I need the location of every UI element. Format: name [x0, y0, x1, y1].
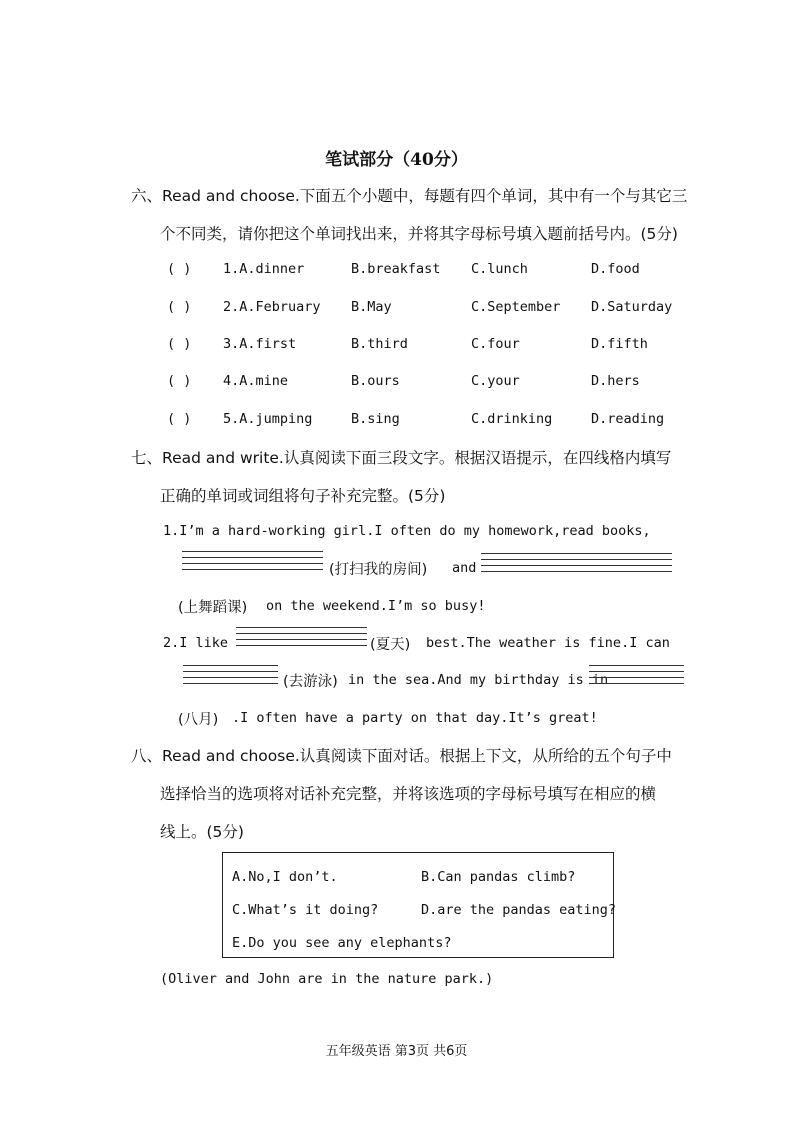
answer-paren[interactable]: ( ): [167, 373, 192, 389]
option-e: E.Do you see any elephants?: [232, 935, 452, 951]
option-a: 3.A.first: [223, 336, 297, 352]
fourline-blank-5[interactable]: [589, 665, 684, 684]
sec7-instruction-line1: 七、Read and write.认真阅读下面三段文字。根据汉语提示，在四线格内填写: [131, 449, 672, 467]
option-c: C.drinking: [471, 411, 553, 427]
option-d: D.food: [591, 261, 640, 277]
option-c: C.lunch: [471, 261, 528, 277]
option-c: C.four: [471, 336, 520, 352]
answer-paren[interactable]: ( ): [167, 336, 192, 352]
option-c: C.What’s it doing?: [232, 902, 379, 918]
q2-sentence-mid: best.The weather is fine.I can: [426, 635, 670, 651]
answer-paren[interactable]: ( ): [167, 261, 192, 277]
section-title: 笔试部分（40分）: [325, 150, 468, 170]
q1-sentence-start: 1.I’m a hard-working girl.I often do my homework,read books,: [163, 523, 651, 539]
q1-sentence-end: on the weekend.I’m so busy!: [266, 598, 486, 614]
option-d: D.are the pandas eating?: [421, 902, 617, 918]
fourline-blank-3[interactable]: [236, 627, 367, 646]
sec8-instruction-line1: 八、Read and choose.认真阅读下面对话。根据上下文，从所给的五个句子中: [131, 747, 672, 765]
option-d: D.reading: [591, 411, 665, 427]
sec6-instruction-line2: 个不同类，请你把这个单词找出来，并将其字母标号填入题前括号内。(5分): [160, 225, 678, 243]
answer-paren[interactable]: ( ): [167, 299, 192, 315]
q2-sentence-mid2: in the sea.And my birthday is in: [348, 672, 609, 688]
option-b: B.breakfast: [351, 261, 441, 277]
hint-clean-room: (打扫我的房间): [329, 562, 428, 578]
scene-description: (Oliver and John are in the nature park.): [160, 971, 494, 987]
hint-go-swimming: (去游泳): [283, 674, 338, 690]
option-c: C.your: [471, 373, 520, 389]
option-d: D.hers: [591, 373, 640, 389]
hint-summer: (夏天): [370, 637, 411, 653]
q2-sentence-start: 2.I like: [163, 635, 229, 651]
page-footer: 五年级英语 第3页 共6页: [325, 1044, 468, 1059]
hint-dance-class: (上舞蹈课): [178, 600, 248, 616]
hint-august: (八月): [178, 712, 219, 728]
q1-and: and: [452, 560, 477, 576]
option-a: A.No,I don’t.: [232, 869, 338, 885]
option-b: B.sing: [351, 411, 400, 427]
sec8-instruction-line2: 选择恰当的选项将对话补充完整，并将该选项的字母标号填写在相应的横: [160, 785, 657, 803]
option-b: B.Can pandas climb?: [421, 869, 576, 885]
answer-paren[interactable]: ( ): [167, 411, 192, 427]
fourline-blank-2[interactable]: [481, 553, 672, 572]
option-b: B.ours: [351, 373, 400, 389]
sec6-instruction-line1: 六、Read and choose.下面五个小题中，每题有四个单词，其中有一个与其它三: [131, 187, 688, 205]
sec8-instruction-line3: 线上。(5分): [160, 823, 244, 841]
option-b: B.third: [351, 336, 408, 352]
sec7-instruction-line2: 正确的单词或词组将句子补充完整。(5分): [160, 487, 446, 505]
option-c: C.September: [471, 299, 561, 315]
option-b: B.May: [351, 299, 392, 315]
option-d: D.Saturday: [591, 299, 673, 315]
option-a: 4.A.mine: [223, 373, 289, 389]
fourline-blank-1[interactable]: [182, 551, 323, 570]
option-a: 1.A.dinner: [223, 261, 305, 277]
q2-sentence-end: .I often have a party on that day.It’s great!: [232, 710, 598, 726]
option-d: D.fifth: [591, 336, 648, 352]
option-a: 2.A.February: [223, 299, 321, 315]
option-a: 5.A.jumping: [223, 411, 313, 427]
fourline-blank-4[interactable]: [183, 665, 278, 684]
